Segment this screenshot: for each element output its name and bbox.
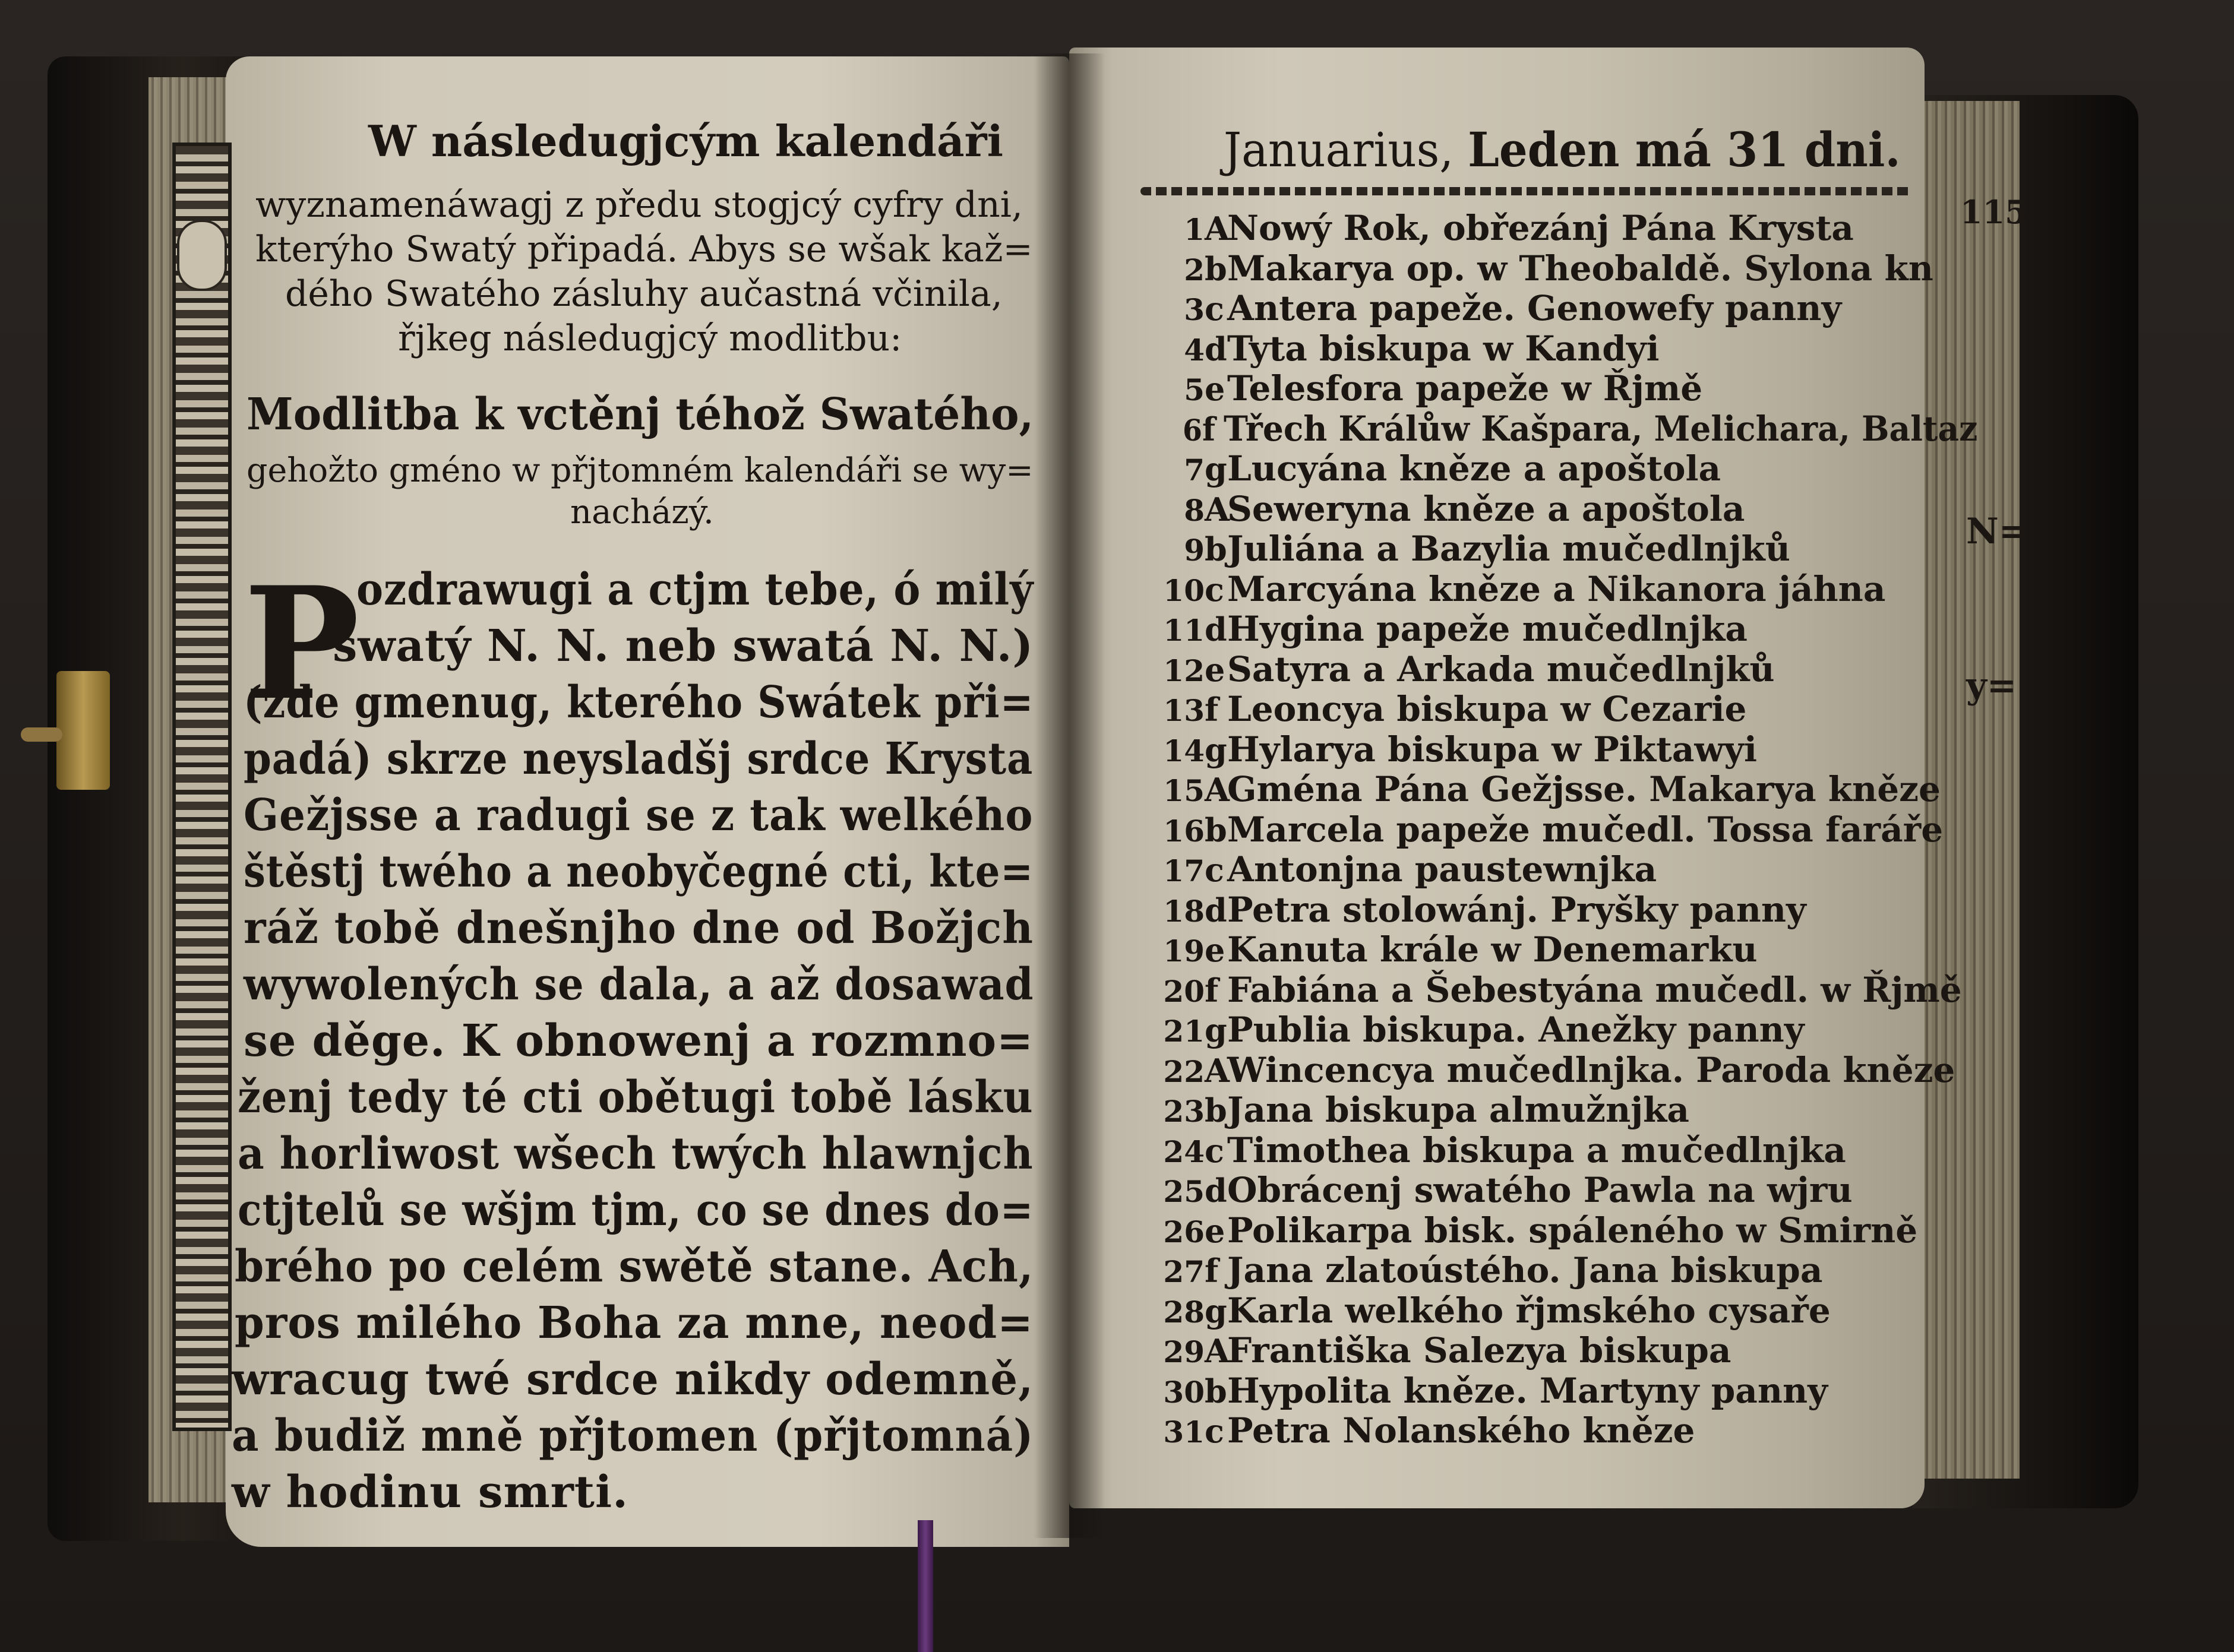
calendar-row [1158,1290,1831,1331]
side-mark-1: N= [1966,511,2029,552]
calendar-day-number: 25 [1163,1174,1205,1209]
calendar-dominical-letter: c [1205,1412,1224,1450]
prayer-body-line-1: ozdrawugi a ctjm tebe, ó milý [356,564,1034,615]
calendar-day-number: 20 [1163,973,1205,1009]
calendar-row [1158,1050,1955,1090]
calendar-dominical-letter: c [1205,570,1224,609]
calendar-day-number: 31 [1163,1414,1205,1450]
calendar-day-number: 21 [1163,1014,1205,1049]
calendar-dominical-letter: g [1205,730,1227,769]
calendar-row [1158,1130,1846,1170]
calendar-saint-entry: Jana zlatoústého. Jana biskupa [1227,1250,1823,1290]
calendar-saint-entry: Hygina papeže mučedlnjka [1227,609,1748,649]
calendar-dominical-letter: d [1205,891,1227,929]
calendar-dominical-letter: e [1205,370,1225,408]
calendar-dominical-letter: A [1205,490,1230,528]
calendar-row [1158,528,1790,569]
calendar-row [1158,809,1943,850]
calendar-dominical-letter: d [1205,610,1227,648]
calendar-row [1158,970,1962,1010]
prayer-body-line-14: pros milého Boha za mne, neod= [235,1297,1034,1349]
calendar-day-number: 27 [1163,1254,1205,1289]
calendar-saint-entry: Timothea biskupa a mučedlnjka [1227,1129,1846,1170]
calendar-row [1158,929,1758,970]
calendar-saint-entry: Marcyána kněze a Nikanora jáhna [1227,568,1886,609]
calendar-row [1158,208,1854,248]
prayer-subtitle-line-1: gehožto gméno w přjtomném kalendáři se wy= [247,451,1034,490]
calendar-row [1158,1250,1822,1290]
calendar-saint-entry: Leoncya biskupa w Cezarie [1227,689,1747,729]
calendar-dominical-letter: f [1205,691,1219,729]
calendar-saint-entry: Petra Nolanského kněze [1227,1410,1695,1451]
calendar-dominical-letter: e [1205,931,1225,969]
clasp-pin [21,727,62,742]
calendar-row [1158,368,1702,409]
calendar-day-number: 6 [1182,412,1202,448]
calendar-saint-entry: Antera papeže. Genowefy panny [1227,288,1842,328]
calendar-saint-entry: Lucyána kněze a apoštola [1227,448,1721,489]
calendar-row [1158,649,1775,689]
calendar-day-number: 12 [1163,653,1205,688]
calendar-day-number: 5 [1184,372,1205,407]
calendar-saint-entry: Hylarya biskupa w Piktawyi [1227,729,1758,770]
calendar-day-number: 10 [1163,572,1205,608]
calendar-row [1158,1410,1695,1451]
calendar-dominical-letter: A [1205,1051,1230,1090]
prayer-body-line-6: štěstj twého a neobyčegné cti, kte= [244,846,1034,897]
calendar-saint-entry: Hypolita kněze. Martyny panny [1227,1370,1828,1411]
calendar-day-number: 13 [1163,693,1205,728]
calendar-day-number: 8 [1184,492,1205,528]
calendar-row [1158,288,1841,328]
prayer-body-line-17: w hodinu smrti. [232,1467,628,1518]
calendar-row [1158,569,1885,609]
calendar-dominical-letter: c [1205,1131,1224,1170]
calendar-row [1158,609,1748,649]
calendar-day-number: 15 [1163,773,1205,808]
woodcut-face-ornament [177,220,227,291]
calendar-dominical-letter: b [1205,249,1227,288]
calendar-saint-entry: Obrácenj swatého Pawla na wjru [1227,1170,1853,1210]
prayer-body-line-7: ráž tobě dnešnjho dne od Božjch [244,903,1034,954]
calendar-row [1158,890,1806,930]
left-heading-line-5: řjkeg následugjcý modlitbu: [398,318,902,359]
drop-cap: P [244,553,360,735]
calendar-saint-entry: Karla welkého řjmského cysaře [1227,1290,1831,1331]
calendar-day-number: 17 [1163,853,1205,888]
calendar-saint-entry: Marcela papeže mučedl. Tossa faráře [1227,809,1944,850]
left-heading-line-3: kterýho Swatý připadá. Abys se wšak kaž= [255,229,1033,270]
calendar-saint-entry: Petra stolowánj. Pryšky panny [1227,889,1806,930]
calendar-row [1158,328,1660,369]
calendar-day-number: 28 [1163,1294,1205,1330]
calendar-saint-entry: Třech Králůw Kašpara, Melichara, Baltaz [1223,408,1978,449]
calendar-dominical-letter: g [1205,1011,1227,1049]
calendar-row [1158,1371,1828,1411]
month-czech: Leden má 31 dni. [1468,122,1901,178]
calendar-dominical-letter: A [1205,210,1230,248]
woodcut-border [172,143,232,1431]
calendar-row [1158,409,1977,449]
calendar-day-number: 7 [1184,452,1205,488]
calendar-saint-entry: Gména Pána Gežjsse. Makarya kněze [1227,769,1941,809]
month-latin: Januarius, [1224,122,1454,178]
page-number: 115 [1960,193,2027,231]
calendar-saint-entry: Tyta biskupa w Kandyi [1227,328,1660,369]
calendar-dominical-letter: f [1202,410,1215,448]
calendar-saint-entry: Wincencya mučedlnjka. Paroda kněze [1227,1049,1955,1090]
calendar-row [1158,849,1657,890]
calendar-dominical-letter: g [1205,450,1227,488]
calendar-saint-entry: Juliána a Bazylia mučedlnjků [1227,528,1790,569]
calendar-dominical-letter: b [1205,1091,1227,1129]
calendar-day-number: 1 [1184,212,1205,247]
calendar-row [1158,1009,1805,1050]
prayer-body-line-3: (zde gmenug, kterého Swátek při= [244,677,1034,728]
side-mark-2: y= [1966,665,2017,707]
prayer-body-line-13: brého po celém swětě stane. Ach, [235,1241,1034,1292]
calendar-day-number: 30 [1163,1374,1205,1410]
brass-clasp [56,671,110,790]
prayer-body-line-5: Gežjsse a radugi se z tak welkého [244,790,1034,841]
calendar-row [1158,1170,1853,1210]
calendar-day-number: 2 [1184,252,1205,287]
calendar-saint-entry: Fabiána a Šebestyána mučedl. w Řjmě [1227,969,1962,1010]
prayer-body-line-16: a budiž mně přjtomen (přjtomná) [232,1410,1034,1461]
calendar-dominical-letter: A [1205,771,1230,809]
calendar-row [1158,1210,1917,1251]
calendar-saint-entry: Publia biskupa. Anežky panny [1227,1009,1805,1050]
calendar-row [1158,248,1933,289]
calendar-day-number: 29 [1163,1334,1205,1369]
calendar-day-number: 23 [1163,1094,1205,1129]
calendar-day-number: 14 [1163,733,1205,768]
calendar-dominical-letter: c [1205,851,1224,889]
calendar-saint-entry: Kanuta krále w Denemarku [1227,929,1758,970]
prayer-title: Modlitba k vctěnj téhož Swatého, [247,389,1034,440]
calendar-row [1158,448,1721,489]
calendar-dominical-letter: b [1205,1372,1227,1410]
left-heading-title: W následugjcým kalendáři [368,116,1003,166]
calendar-saint-entry: Makarya op. w Theobaldě. Sylona kn [1227,248,1933,289]
prayer-subtitle-line-2: nacházý. [570,493,714,531]
calendar-saint-entry: Satyra a Arkada mučedlnjků [1227,648,1775,689]
calendar-day-number: 16 [1163,813,1205,849]
prayer-body-line-8: wywolených se dala, a až dosawad [244,959,1034,1010]
calendar-row [1158,1330,1731,1371]
calendar-dominical-letter: d [1205,1172,1227,1210]
calendar-dominical-letter: d [1205,330,1227,368]
calendar-saint-entry: Sewerynа kněze a apoštola [1227,488,1745,529]
calendar-day-number: 18 [1163,893,1205,929]
prayer-body-line-9: se děge. K obnowenj a rozmno= [244,1015,1034,1066]
calendar-day-number: 22 [1163,1053,1205,1089]
prayer-body-line-2: swatý N. N. neb swatá N. N.) [333,621,1034,672]
calendar-saint-entry: Jana biskupa almužnjka [1227,1090,1689,1130]
calendar-day-number: 26 [1163,1214,1205,1249]
calendar-day-number: 9 [1184,533,1205,568]
calendar-day-number: 19 [1163,933,1205,969]
calendar-dominical-letter: f [1205,1252,1219,1290]
calendar-row [1158,489,1745,529]
calendar-dominical-letter: f [1205,971,1219,1009]
calendar-dominical-letter: e [1205,650,1225,689]
calendar-saint-entry: Polikarpa bisk. spáleného w Smirně [1227,1210,1918,1251]
calendar-day-number: 24 [1163,1134,1205,1169]
left-heading-line-2: wyznamenáwagj z předu stogjcý cyfry dni, [255,184,1023,226]
prayer-body-line-15: wracug twé srdce nikdy odemně, [232,1354,1034,1405]
calendar-dominical-letter: b [1205,530,1227,568]
calendar-saint-entry: Nowý Rok, obřezánj Pána Krysta [1227,208,1854,248]
ribbon-bookmark [918,1520,933,1652]
prayer-body-line-10: ženj tedy té cti obětugi tobě lásku [238,1072,1034,1123]
calendar-dominical-letter: g [1205,1292,1227,1330]
calendar-day-number: 4 [1184,332,1205,368]
calendar-dominical-letter: A [1205,1332,1230,1370]
book-gutter [1034,53,1105,1538]
calendar-row [1158,729,1757,770]
calendar-saint-entry: Telesfora papeže w Řjmě [1227,368,1703,409]
calendar-saint-entry: Františka Salezya biskupa [1227,1330,1731,1371]
prayer-body-line-11: a horliwost wšech twých hlawnjch [238,1128,1034,1179]
month-header [1224,122,1901,178]
calendar-dominical-letter: b [1205,811,1227,849]
calendar-row [1158,769,1941,809]
prayer-body-line-4: padá) skrze neysladšj srdce Krysta [244,733,1034,784]
calendar-saint-entry: Antonjna paustewnjka [1227,849,1657,890]
left-heading-line-4: dého Swatého zásluhy aučastná včinila, [285,273,1003,315]
prayer-body-line-12: ctjtelů se wšjm tjm, co se dnes do= [238,1185,1034,1236]
calendar-day-number: 3 [1184,292,1205,327]
calendar-row [1158,689,1746,729]
calendar-dominical-letter: e [1205,1211,1225,1250]
calendar-row [1158,1090,1689,1130]
calendar-day-number: 11 [1163,613,1205,648]
ornamental-rule [1140,187,1913,195]
calendar-dominical-letter: c [1205,290,1224,328]
